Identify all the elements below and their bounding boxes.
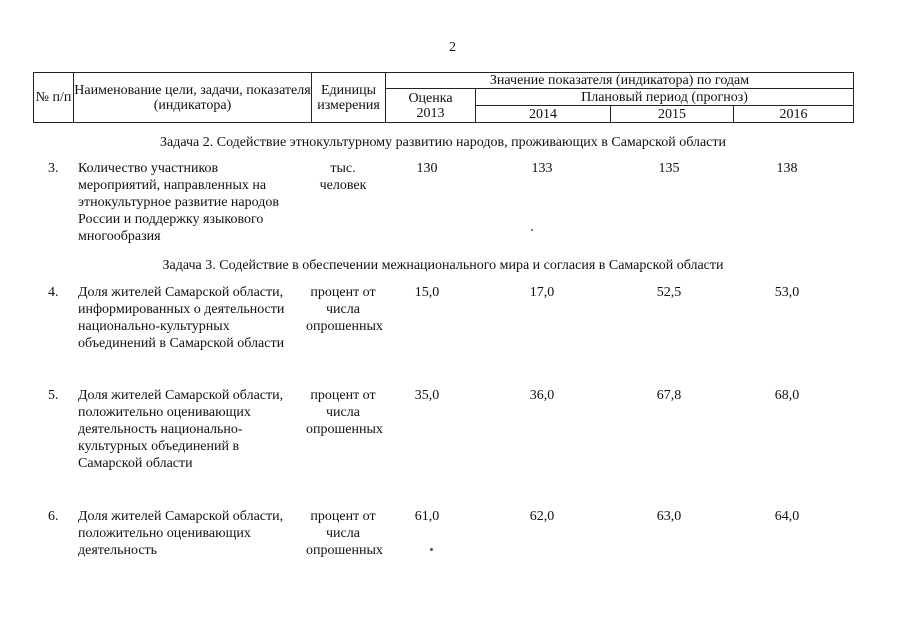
- task-2-title: Задача 2. Содействие этнокультурному развитию народов, проживающих в Самарской области: [159, 135, 726, 150]
- row-value-2014: 17,0: [529, 285, 555, 300]
- row-num: 5.: [48, 388, 59, 403]
- header-estimate-cell: [386, 89, 476, 123]
- row-num: 6.: [48, 509, 59, 524]
- task-3-title: Задача 3. Содействие в обеспечении межнационального мира и согласия в Самарской области: [162, 258, 724, 273]
- row-name: Доля жителей Самарской области, информированных о деятельности национально-культурных объединений в Самарской области: [78, 285, 285, 351]
- scan-speck: [430, 548, 433, 551]
- row-value-2015: 63,0: [656, 509, 682, 524]
- row-value-2013: 15,0: [414, 285, 440, 300]
- row-value-2016: 64,0: [774, 509, 800, 524]
- header-name: Наименование цели, задачи, показателя (индикатора): [74, 73, 312, 123]
- row-value-2014: 62,0: [529, 509, 555, 524]
- scan-speck: [531, 229, 533, 231]
- row-value-2013: 130: [416, 161, 438, 176]
- row-num: 3.: [48, 161, 59, 176]
- row-value-2013: 35,0: [414, 388, 440, 403]
- header-year-2014: 2014: [476, 106, 611, 123]
- header-year-2013: 2013: [416, 105, 445, 121]
- table-row: [33, 284, 853, 384]
- row-unit: процент от числа опрошенных: [306, 285, 383, 334]
- row-value-2015: 67,8: [656, 388, 682, 403]
- row-value-2013: 61,0: [414, 509, 440, 524]
- header-values: Значение показателя (индикатора) по годам: [386, 73, 854, 89]
- row-value-2014: 133: [531, 161, 553, 176]
- row-value-2015: 52,5: [656, 285, 682, 300]
- header-year-2015: 2015: [611, 106, 734, 123]
- row-value-2014: 36,0: [529, 388, 555, 403]
- row-name: Доля жителей Самарской области, положительно оценивающих деятельность: [78, 509, 284, 558]
- row-unit: процент от числа опрошенных: [306, 388, 383, 437]
- table-row: [33, 160, 853, 260]
- header-unit: Единицы измерения: [312, 73, 386, 123]
- row-unit: процент от числа опрошенных: [306, 509, 383, 558]
- row-num: 4.: [48, 285, 59, 300]
- header-planned: Плановый период (прогноз): [476, 89, 854, 106]
- row-name: Доля жителей Самарской области, положительно оценивающих деятельность национально-культурных объединений в Самарской области: [78, 388, 284, 471]
- page-number: 2: [449, 40, 456, 55]
- row-value-2015: 135: [658, 161, 680, 176]
- header-year-2016: 2016: [734, 106, 854, 123]
- row-value-2016: 138: [776, 161, 798, 176]
- header-num: № п/п: [34, 73, 74, 123]
- row-name: Количество участников мероприятий, направленных на этнокультурное развитие народов России и поддержку языкового многообразия: [78, 161, 279, 244]
- table-header: [33, 72, 854, 123]
- row-value-2016: 53,0: [774, 285, 800, 300]
- row-value-2016: 68,0: [774, 388, 800, 403]
- table-row: [33, 387, 853, 487]
- table-row: [33, 508, 853, 608]
- row-unit: тыс. человек: [319, 161, 367, 193]
- header-estimate: Оценка: [408, 90, 453, 106]
